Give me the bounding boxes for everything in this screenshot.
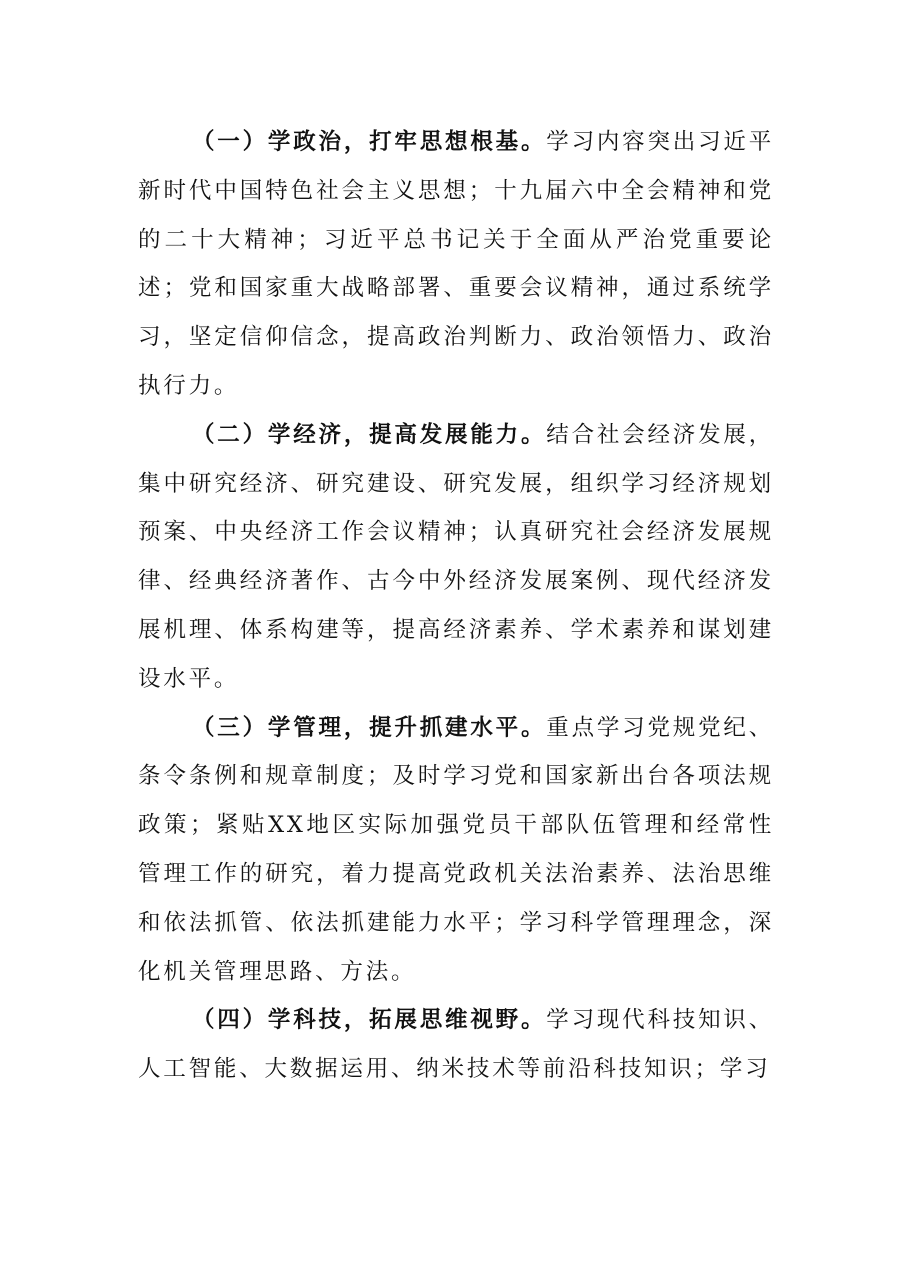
paragraph-economics <box>138 411 774 704</box>
paragraph-heading: （一）学政治，打牢思想根基。 <box>192 129 547 155</box>
paragraph-politics <box>138 118 774 411</box>
paragraph-technology <box>138 996 774 1094</box>
paragraph-management <box>138 704 774 997</box>
paragraph-body: 结合社会经济发展，集中研究经济、研究建设、研究发展，组织学习经济规划预案、中央经济工作会议精神；认真研究社会经济发展规律、经典经济著作、古今中外经济发展案例、现代经济发展机理、体系构建等，提高经济素养、学术素养和谋划建设水平。 <box>138 421 775 692</box>
paragraph-body: 重点学习党规党纪、条令条例和规章制度；及时学习党和国家新出台各项法规政策；紧贴XX地区实际加强党员干部队伍管理和经常性管理工作的研究，着力提高党政机关法治素养、法治思维和依法抓管、依法抓建能力水平；学习科学管理理念，深化机关管理思路、方法。 <box>138 714 775 985</box>
paragraph-body: 学习内容突出习近平新时代中国特色社会主义思想；十九届六中全会精神和党的二十大精神；习近平总书记关于全面从严治党重要论述；党和国家重大战略部署、重要会议精神，通过系统学习，坚定信仰信念，提高政治判断力、政治领悟力、政治执行力。 <box>138 129 775 399</box>
paragraph-heading: （三）学管理，提升抓建水平。 <box>192 714 547 741</box>
paragraph-heading: （二）学经济，提高发展能力。 <box>192 421 547 448</box>
document-page <box>138 118 774 1094</box>
paragraph-heading: （四）学科技，拓展思维视野。 <box>192 1007 547 1034</box>
paragraph-body: 学习现代科技知识、人工智能、大数据运用、纳米技术等前沿科技知识；学习 <box>138 1007 775 1083</box>
